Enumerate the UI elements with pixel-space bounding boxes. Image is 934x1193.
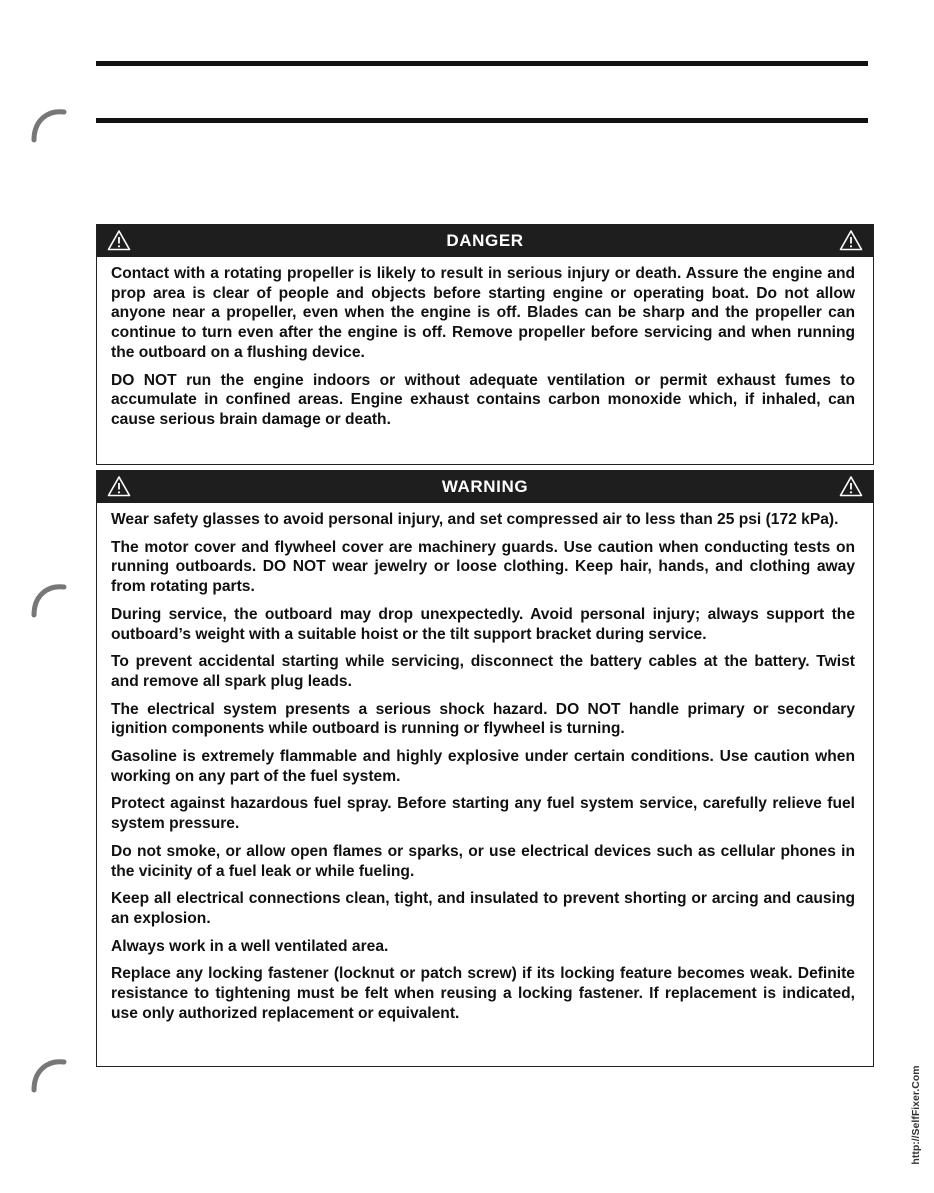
warning-paragraph: The electrical system presents a serious shock hazard. DO NOT handle primary or secondary ignition components while outboard is running or flywheel is turning.	[111, 700, 855, 738]
warning-paragraph: During service, the outboard may drop unexpectedly. Avoid personal injury; always support the outboard’s weight with a suitable hoist or the tilt support bracket during service.	[111, 605, 855, 643]
warning-triangle-icon	[107, 229, 131, 251]
warning-triangle-icon	[107, 475, 131, 497]
watermark	[902, 1060, 930, 1170]
warning-paragraph: Protect against hazardous fuel spray. Before starting any fuel system service, carefully relieve fuel system pressure.	[111, 795, 855, 833]
warning-paragraph: Do not smoke, or allow open flames or sparks, or use electrical devices such as cellular phones in the vicinity of a fuel leak or while fueling.	[111, 842, 855, 880]
danger-title: DANGER	[446, 230, 524, 250]
warning-paragraph: To prevent accidental starting while servicing, disconnect the battery cables at the battery. Twist and remove all spark plug leads.	[111, 653, 855, 690]
warning-triangle-icon	[839, 229, 863, 251]
warning-triangle-icon	[839, 475, 863, 497]
binder-hole-bottom	[24, 1054, 70, 1100]
danger-header-bar	[97, 224, 873, 257]
warning-body	[97, 503, 873, 1023]
binder-hole-top	[24, 104, 70, 150]
warning-paragraph: Keep all electrical connections clean, tight, and insulated to prevent shorting or arcing and causing an explosion.	[111, 890, 855, 927]
warning-paragraph: The motor cover and flywheel cover are machinery guards. Use caution when conducting tests on running outboards. DO NOT wear jewelry or loose clothing. Keep hair, hands, and clothing away from rotating parts.	[111, 538, 855, 596]
binder-hole-middle	[24, 579, 70, 625]
danger-body	[97, 257, 873, 430]
warning-header-bar	[97, 470, 873, 503]
header-rule-top	[96, 61, 868, 66]
danger-paragraph: Contact with a rotating propeller is likely to result in serious injury or death. Assure the engine and prop area is clear of people and objects before starting engine or operating boat. Do not allow anyone near a propeller, even when the engine is off. Blades can be sharp and the propeller can continue to turn even after the engine is off. Remove propeller before servicing and when running the outboard on a flushing device.	[111, 265, 855, 361]
danger-box	[96, 224, 874, 465]
warning-title: WARNING	[441, 476, 529, 496]
warning-box	[96, 470, 874, 1067]
warning-paragraph: Replace any locking fastener (locknut or patch screw) if its locking feature becomes weak. Definite resistance to tightening must be felt when reusing a locking fastener. If replacement is indicated, use only authorized replacement or equivalent.	[111, 965, 855, 1022]
warning-paragraph: Gasoline is extremely flammable and highly explosive under certain conditions. Use caution when working on any part of the fuel system.	[111, 748, 855, 785]
header-rule-bottom	[96, 118, 868, 123]
warning-paragraph: Wear safety glasses to avoid personal injury, and set compressed air to less than 25 psi (172 kPa).	[111, 511, 839, 528]
danger-paragraph: DO NOT run the engine indoors or without adequate ventilation or permit exhaust fumes to accumulate in confined areas. Engine exhaust contains carbon monoxide which, if inhaled, can cause serious brain damage or death.	[111, 371, 855, 428]
watermark-text: http://SelfFixer.Com	[910, 1065, 922, 1165]
warning-paragraph: Always work in a well ventilated area.	[111, 937, 389, 955]
